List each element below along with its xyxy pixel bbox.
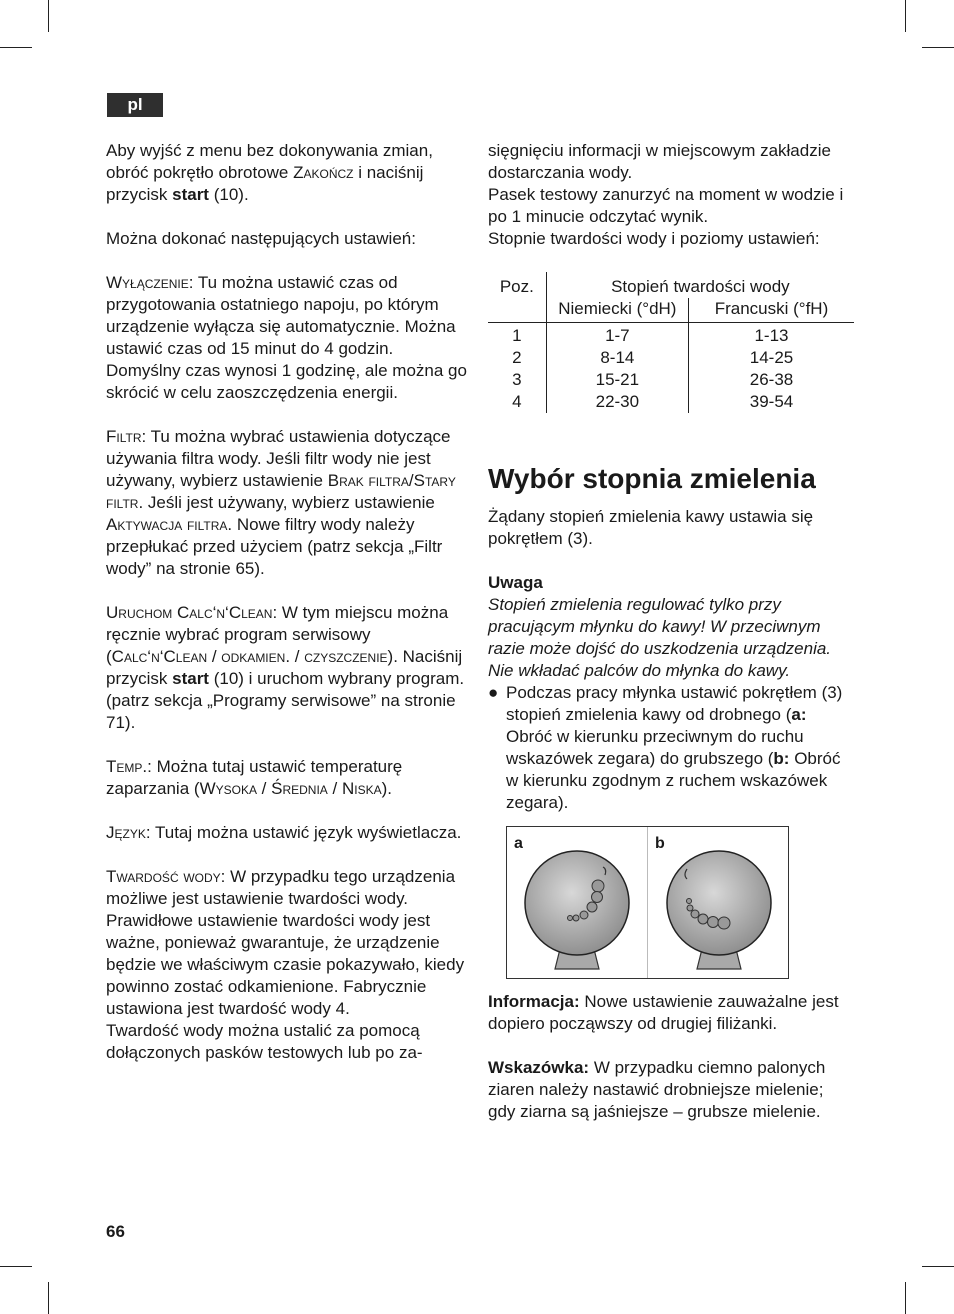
left-column [106,140,468,1064]
paragraph-water-supplier: sięgnięciu informacji w miejscowym zakładzie dostarczania wody. [488,141,831,182]
table-row: 2 8-14 14-25 [488,347,854,369]
paragraph-test-strips: Twardość wody można ustalić za pomocą dołączonych pasków testowych lub po za- [106,1021,423,1062]
crop-mark [0,1266,32,1267]
bullet-item: ● Podczas pracy młynka ustawić pokrętłem (3) stopień zmielenia kawy od drobnego (a: Obróć w kierunku przeciwnym do ruchu wskazówek zegara) do grubszego (b: Obróć w kierunku zgodnym z ruchem wskazówek zegara). [488,683,843,812]
paragraph-water-hardness: Twardość wody: W przypadku tego urządzenia możliwe jest ustawienie twardości wody. Prawidłowe ustawienie twardości wody jest ważne, ponieważ gwarantuje, że urządzenie będzie we właściwym czasie pokazywało, kiedy powinno zostać odkamienione. Fabrycznie ustawiona jest twardość wody 4. [106,867,465,1018]
menu-term: Twardość wody [106,867,221,886]
crop-mark [922,47,954,48]
menu-term: Wyłączenie [106,273,189,292]
menu-term: Uruchom Calc‘n‘Clean [106,603,273,622]
note-text: Stopień zmielenia regulować tylko przy pracującym młynku do kawy! W przeciwnym razie może dojść do uszkodzenia urządzenia. Nie wkładać palców do młynka do kawy. [488,595,832,680]
bullet-icon: ● [488,683,499,702]
crop-mark [905,0,906,32]
table-header-group: Stopień twardości wody [546,272,854,298]
crop-mark [48,0,49,32]
table-row: 1 1-7 1-13 [488,323,854,348]
paragraph-table-intro: Stopnie twardości wody i poziomy ustawień: [488,229,820,248]
figure-label-b: b [655,835,665,852]
knob-fine-icon [515,849,639,973]
section-heading: Wybór stopnia zmielenia [488,463,816,494]
paragraph-shutdown: Wyłączenie: Tu można ustawić czas od przygotowania ostatniego napoju, po którym urządzenie wyłącza się automatycznie. Można ustawić czas od 15 minut do 4 godzin. Domyślny czas wynosi 1 godzinę, ale można go skrócić w celu zaoszczędzenia energii. [106,273,467,402]
table-header-position: Poz. [499,277,534,296]
table-row: 3 15-21 26-38 [488,369,854,391]
crop-mark [922,1266,954,1267]
figure-label-a: a [514,835,523,852]
menu-term: Brak filtra/Stary filtr [106,471,456,512]
language-tab: pl [107,93,163,117]
paragraph-language: Język: Tutaj można ustawić język wyświetlacza. [106,823,462,842]
menu-term: Język [106,823,146,842]
right-column [488,140,854,1123]
menu-term: Zakończ [293,163,354,182]
crop-mark [48,1282,49,1314]
table-header-french: Francuski (°fH) [688,298,854,323]
menu-term: Aktywacja filtra [106,515,228,534]
page-number: 66 [106,1222,125,1241]
paragraph-exit-menu: Aby wyjść z menu bez dokonywania zmian, obróć pokrętło obrotowe Zakończ i naciśnij przycisk start (10). [106,141,433,204]
crop-mark [905,1282,906,1314]
grind-knob-figure [506,826,789,979]
knob-coarse-icon [657,849,781,973]
note-title: Uwaga [488,573,543,592]
paragraph-test-strip-usage: Pasek testowy zanurzyć na moment w wodzie i po 1 minucie odczytać wynik. [488,185,844,226]
menu-term: Temp. [106,757,148,776]
paragraph-filter: Filtr: Tu można wybrać ustawienia dotyczące używania filtra wody. Jeśli filtr wody nie jest używany, wybierz ustawienie Brak filtra/Stary filtr. Jeśli jest używany, wybierz ustawienie Aktywacja filtra. Nowe filtry wody należy przepłukać przed użyciem (patrz sekcja „Filtr wody” na stronie 65). [106,427,456,578]
paragraph-information: Informacja: Nowe ustawienie zauważalne jest dopiero począwszy od drugiej filiżanki. [488,992,839,1033]
menu-term: Wysoka / Średnia / Niska [199,779,382,798]
paragraph-calc-clean: Uruchom Calc‘n‘Clean: W tym miejscu można ręcznie wybrać program serwisowy (Calc‘n‘Clean / odkamien. / czyszczenie). Naciśnij przycisk start (10) i uruchom wybrany program. (patrz sekcja „Programy serwisowe” na stronie 71). [106,603,465,732]
menu-term: Filtr [106,427,142,446]
table-header-german: Niemiecki (°dH) [546,298,688,323]
paragraph-tip: Wskazówka: W przypadku ciemno palonych ziaren należy nastawić drobniejsze mielenie; gdy ziarna są jaśniejsze – grubsze mielenie. [488,1058,826,1121]
menu-term: Calc‘n‘Clean / odkamien. / czyszczenie [111,647,388,666]
table-row: 4 22-30 39-54 [488,391,854,413]
paragraph-intro: Można dokonać następujących ustawień: [106,229,416,248]
paragraph-grind-intro: Żądany stopień zmielenia kawy ustawia się pokrętłem (3). [488,507,814,548]
paragraph-temperature: Temp.: Można tutaj ustawić temperaturę zaparzania (Wysoka / Średnia / Niska). [106,757,403,798]
water-hardness-table [488,272,854,413]
button-name: start [172,185,209,204]
crop-mark [0,47,32,48]
button-name: start [172,669,209,688]
